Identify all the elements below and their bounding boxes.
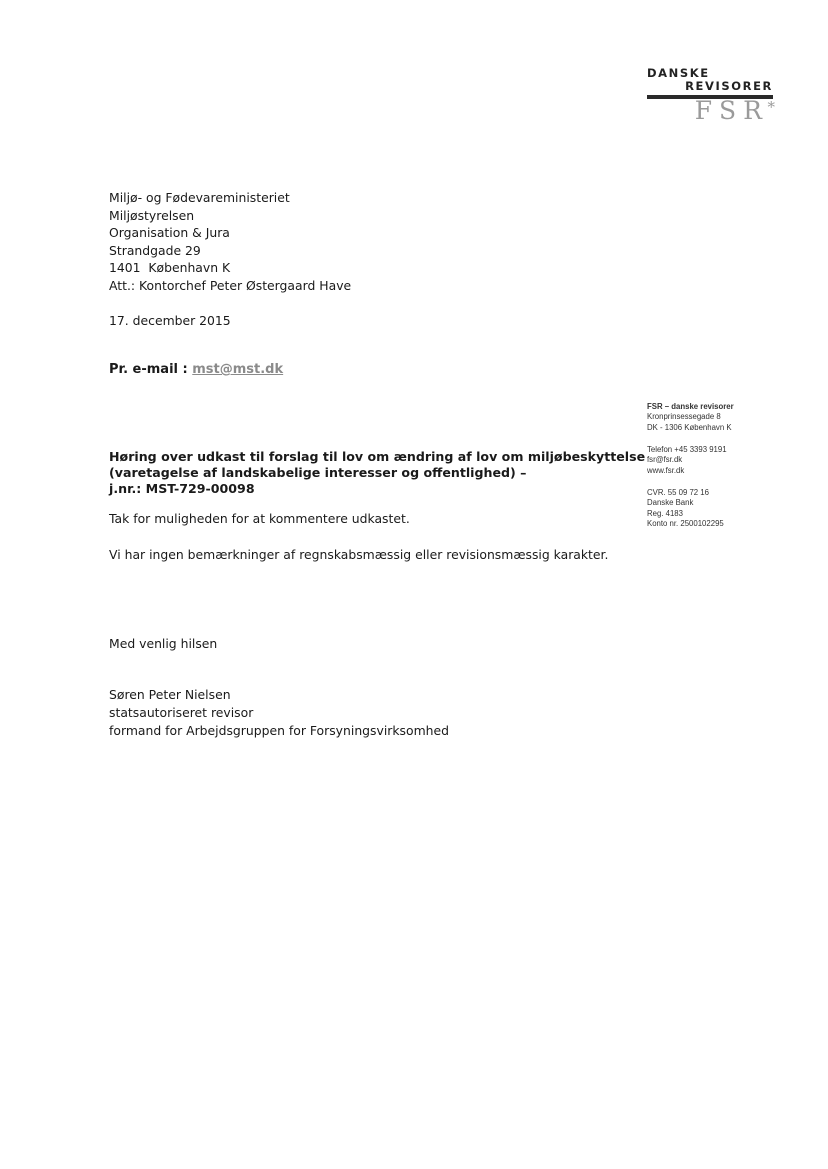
signature-name: Søren Peter Nielsen [109, 687, 231, 702]
sender-reg: Reg. 4183 [647, 508, 683, 518]
closing-greeting: Med venlig hilsen [109, 636, 218, 651]
sender-name: FSR – danske revisorer [647, 402, 734, 411]
subject-line: (varetagelse af landskabelige interesser og offentlighed) – [109, 465, 527, 480]
recipient-line: 1401 København K [109, 260, 231, 275]
logo-text-danske: DANSKE [647, 66, 710, 80]
recipient-line: Organisation & Jura [109, 225, 230, 240]
sender-cvr: CVR. 55 09 72 16 [647, 488, 709, 497]
recipient-line: Miljøstyrelsen [109, 207, 195, 223]
sender-web: www.fsr.dk [647, 465, 685, 475]
sender-city: DK - 1306 København K [647, 422, 732, 432]
sender-account: Konto nr. 2500102295 [647, 518, 724, 528]
recipient-line: Miljø- og Fødevareministeriet [109, 190, 290, 205]
sender-email: fsr@fsr.dk [647, 455, 683, 465]
subject-line: Høring over udkast til forslag til lov om ændring af lov om miljøbeskyttelse [109, 449, 646, 464]
logo-star-icon: * [767, 98, 775, 116]
recipient-line: Att.: Kontorchef Peter Østergaard Have [109, 277, 352, 293]
sender-bank-block [647, 488, 724, 529]
email-link[interactable]: mst@mst.dk [192, 362, 284, 377]
body-paragraph-thanks: Tak for muligheden for at kommentere udkastet. [109, 511, 410, 526]
signature-title: statsautoriseret revisor [109, 705, 254, 720]
logo-mark-fsr: FSR [694, 96, 769, 125]
sender-address-block [647, 402, 734, 433]
sender-phone: Telefon +45 3393 9191 [647, 445, 727, 454]
letter-date: 17. december 2015 [109, 313, 231, 328]
email-label: Pr. e-mail : [109, 362, 193, 377]
recipient-address [109, 189, 351, 294]
fsr-logo [640, 64, 775, 126]
email-line [109, 361, 283, 379]
sender-bank: Danske Bank [647, 498, 694, 508]
body-paragraph-remarks: Vi har ingen bemærkninger af regnskabsmæssig eller revisionsmæssig karakter. [109, 547, 609, 562]
sender-contact-block [647, 445, 727, 476]
subject-line: j.nr.: MST-729-00098 [109, 481, 255, 496]
logo-text-revisorer: REVISORER [685, 79, 773, 93]
sender-street: Kronprinsessegade 8 [647, 412, 721, 422]
recipient-line: Strandgade 29 [109, 242, 201, 258]
signature-block [109, 686, 449, 740]
letter-subject [109, 449, 645, 497]
signature-role: formand for Arbejdsgruppen for Forsyningsvirksomhed [109, 723, 449, 738]
